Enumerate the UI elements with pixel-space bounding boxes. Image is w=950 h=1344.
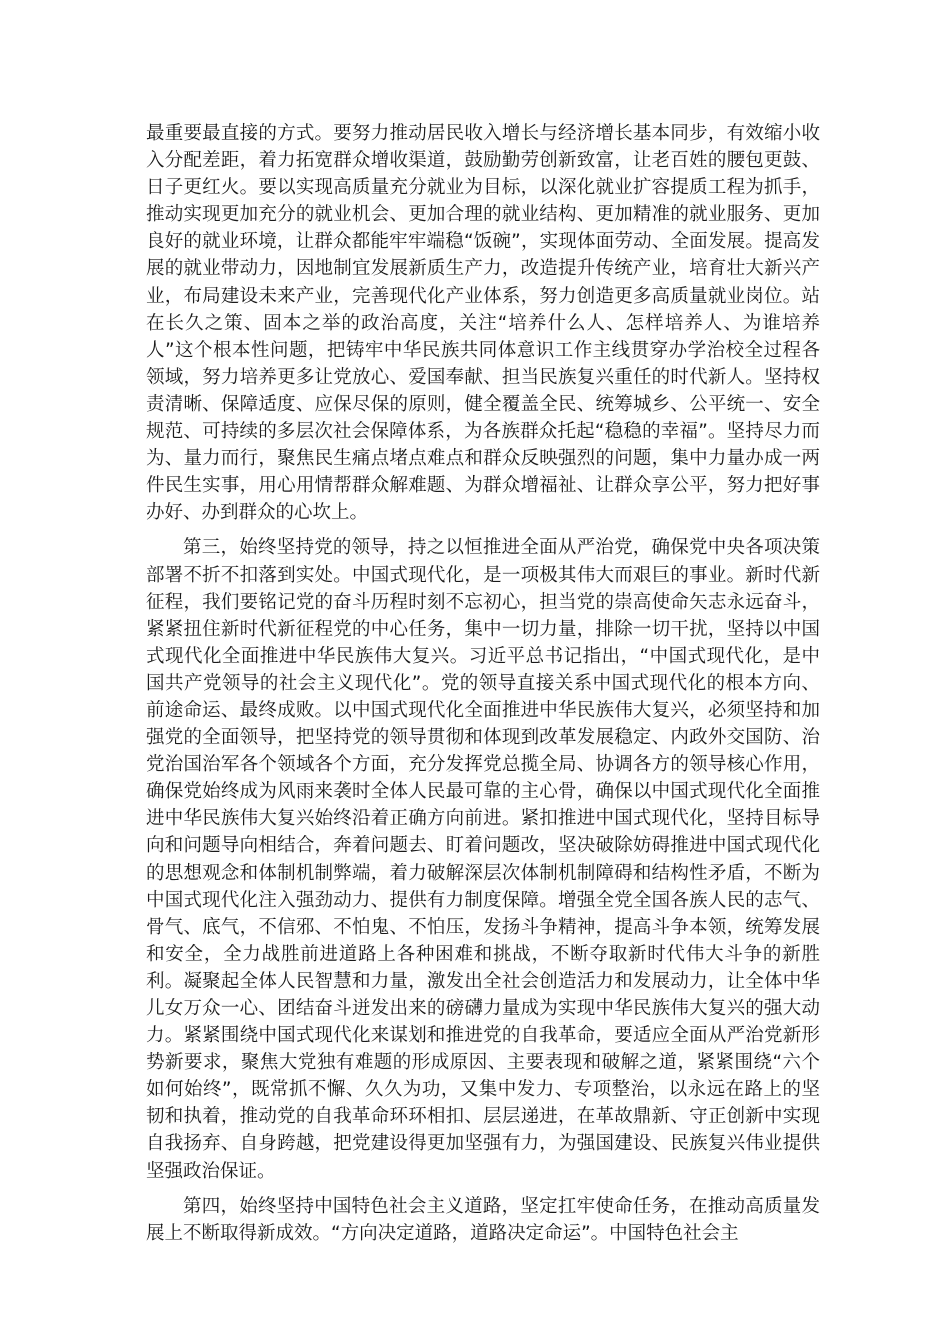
paragraph-2: 第三，始终坚持党的领导，持之以恒推进全面从严治党，确保党中央各项决策部署不折不扣落到实处。中国式现代化，是一项极其伟大而艰巨的事业。新时代新征程，我们要铭记党的奋斗历程时刻不忘初心，担当党的崇高使命矢志永远奋斗，紧紧扭住新时代新征程党的中心任务，集中一切力量，排除一切干扰，坚持以中国式现代化全面推进中华民族伟大复兴。习近平总书记指出，“中国式现代化，是中国共产党领导的社会主义现代化”。党的领导直接关系中国式现代化的根本方向、前途命运、最终成败。以中国式现代化全面推进中华民族伟大复兴，必须坚持和加强党的全面领导，把坚持党的领导贯彻和体现到改革发展稳定、内政外交国防、治党治国治军各个领域各个方面，充分发挥党总揽全局、协调各方的领导核心作用，确保党始终成为风雨来袭时全体人民最可靠的主心骨，确保以中国式现代化全面推进中华民族伟大复兴始终沿着正确方向前进。紧扣推进中国式现代化，坚持目标导向和问题导向相结合，奔着问题去、盯着问题改，坚决破除妨碍推进中国式现代化的思想观念和体制机制弊端，着力破解深层次体制机制障碍和结构性矛盾，不断为中国式现代化注入强劲动力、提供有力制度保障。增强全党全国各族人民的志气、骨气、底气，不信邪、不怕鬼、不怕压，发扬斗争精神，提高斗争本领，统筹发展和安全，全力战胜前进道路上各种困难和挑战，不断夺取新时代伟大斗争的新胜利。凝聚起全体人民智慧和力量，激发出全社会创造活力和发展动力，让全体中华儿女万众一心、团结奋斗迸发出来的磅礴力量成为实现中华民族伟大复兴的强大动力。紧紧围绕中国式现代化来谋划和推进党的自我革命，要适应全面从严治党新形势新要求，聚焦大党独有难题的形成原因、主要表现和破解之道，紧紧围绕“六个如何始终”，既常抓不懈、久久为功，又集中发力、专项整治，以永远在路上的坚韧和执着，推动党的自我革命环环相扣、层层递进，在革故鼎新、守正创新中实现自我扬弃、自身跨越，把党建设得更加坚强有力，为强国建设、民族复兴伟业提供坚强政治保证。 [146,537,820,1182]
document-page [146,120,820,1247]
paragraph-1: 最重要最直接的方式。要努力推动居民收入增长与经济增长基本同步，有效缩小收入分配差距，着力拓宽群众增收渠道，鼓励勤劳创新致富，让老百姓的腰包更鼓、日子更红火。要以实现高质量充分就业为目标，以深化就业扩容提质工程为抓手，推动实现更加充分的就业机会、更加合理的就业结构、更加精准的就业服务、更加良好的就业环境，让群众都能牢牢端稳“饭碗”，实现体面劳动、全面发展。提高发展的就业带动力，因地制宜发展新质生产力，改造提升传统产业，培育壮大新兴产业，布局建设未来产业，完善现代化产业体系，努力创造更多高质量就业岗位。站在长久之策、固本之举的政治高度，关注“培养什么人、怎样培养人、为谁培养人”这个根本性问题，把铸牢中华民族共同体意识工作主线贯穿办学治校全过程各领域，努力培养更多让党放心、爱国奉献、担当民族复兴重任的时代新人。坚持权责清晰、保障适度、应保尽保的原则，健全覆盖全民、统筹城乡、公平统一、安全规范、可持续的多层次社会保障体系，为各族群众托起“稳稳的幸福”。坚持尽力而为、量力而行，聚焦民生痛点堵点难点和群众反映强烈的问题，集中力量办成一两件民生实事，用心用情帮群众解难题、为群众增福祉、让群众享公平，努力把好事办好、办到群众的心坎上。 [146,123,820,524]
paragraph-3: 第四，始终坚持中国特色社会主义道路，坚定扛牢使命任务，在推动高质量发展上不断取得新成效。“方向决定道路，道路决定命运”。中国特色社会主 [146,1195,820,1244]
